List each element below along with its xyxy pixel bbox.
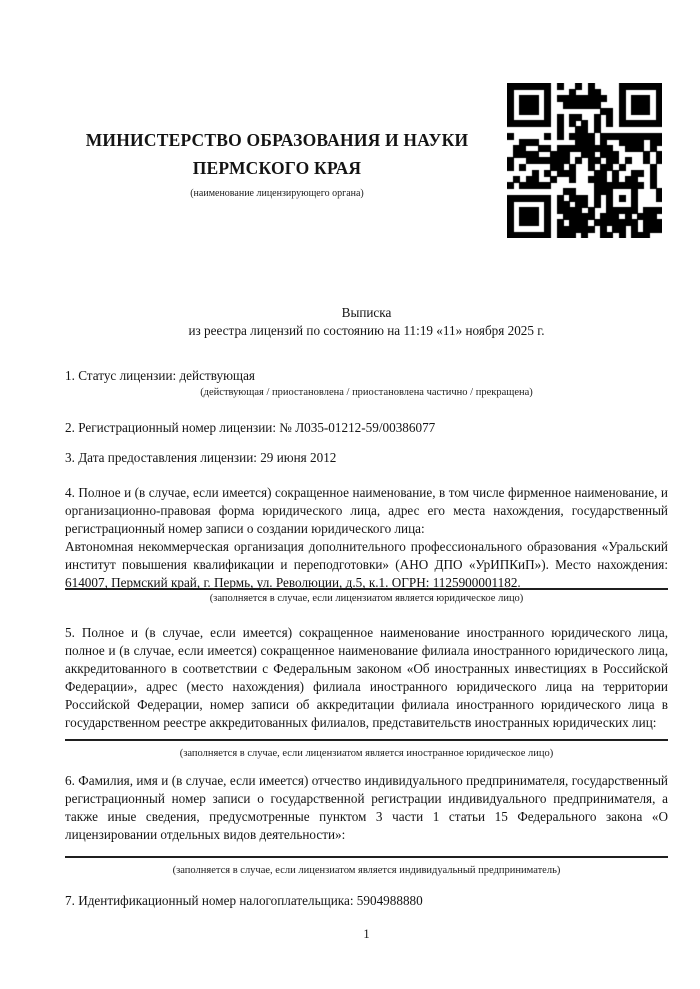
item-legal-entity-value: Автономная некоммерческая организация дополнительного профессионального образования «Уральский институт повышения квалификации и переподготовки» (АНО ДПО «УрИПКиП»). Место нахождения: 614007, Пермский край, г. Пермь, ул. Революции, д.5, к.1. ОГРН: 1125900001182.: [65, 539, 668, 590]
ministry-name-line2: ПЕРМСКОГО КРАЯ: [192, 158, 362, 178]
item-foreign-entity-label: 5. Полное и (в случае, если имеется) сокращенное наименование иностранного юридического лица, полное и (в случае, если имеется) сокращенное наименование филиала иностранного юридического лица, аккредитованного в соответствии с Федеральным законом «Об иностранных инвестициях в Российской Федерации», адрес (место нахождения) филиала иностранного юридического лица на территории Российской Федерации, номер записи об аккредитации филиала иностранного юридического лица в государственном реестре аккредитованных филиалов, представительств иностранных юридических лиц:: [65, 625, 668, 730]
ministry-name-line1: МИНИСТЕРСТВО ОБРАЗОВАНИЯ И НАУКИ: [85, 130, 469, 150]
qr-code-image: [507, 83, 662, 238]
item-individual-entrepreneur-caption: (заполняется в случае, если лицензиатом является индивидуальный предприниматель): [172, 865, 561, 876]
item-legal-entity: [65, 484, 668, 592]
item-license-status-caption: (действующая / приостановлена / приостановлена частично / прекращена): [200, 387, 533, 398]
item-individual-entrepreneur: [65, 772, 668, 844]
qr-code: [507, 83, 662, 238]
ministry-caption: (наименование лицензирующего органа): [190, 188, 364, 199]
title-line1: Выписка: [341, 305, 392, 320]
item-legal-entity-caption: (заполняется в случае, если лицензиатом является юридическое лицо): [209, 593, 524, 604]
title-line2: из реестра лицензий по состоянию на 11:19 «11» ноября 2025 г.: [188, 323, 545, 338]
page-number: 1: [363, 927, 370, 941]
item-individual-entrepreneur-underline: [65, 856, 668, 858]
item-foreign-entity: [65, 624, 668, 732]
item-license-status: 1. Статус лицензии: действующая: [65, 368, 256, 383]
item-license-date: 3. Дата предоставления лицензии: 29 июня 2012: [65, 450, 337, 465]
ministry-header: [65, 126, 489, 200]
item-foreign-entity-underline: [65, 739, 668, 741]
document-title: [65, 304, 668, 340]
item-taxpayer-number: 7. Идентификационный номер налогоплательщика: 5904988880: [65, 893, 423, 908]
item-individual-entrepreneur-label: 6. Фамилия, имя и (в случае, если имеется) отчество индивидуального предпринимателя, государственный регистрационный номер записи о государственной регистрации индивидуального предпринимателя, а также иные сведения, предусмотренные пунктом 3 части 1 статьи 15 Федерального закона «О лицензировании отдельных видов деятельности»:: [65, 773, 668, 842]
item-registration-number: 2. Регистрационный номер лицензии: № Л035-01212-59/00386077: [65, 420, 436, 435]
item-legal-entity-label: 4. Полное и (в случае, если имеется) сокращенное наименование, в том числе фирменное наименование, и организационно-правовая форма юридического лица, адрес его места нахождения, государственный регистрационный номер записи о создании юридического лица:: [65, 485, 668, 536]
item-legal-entity-underline: [65, 588, 668, 590]
item-foreign-entity-caption: (заполняется в случае, если лицензиатом является иностранное юридическое лицо): [179, 748, 554, 759]
